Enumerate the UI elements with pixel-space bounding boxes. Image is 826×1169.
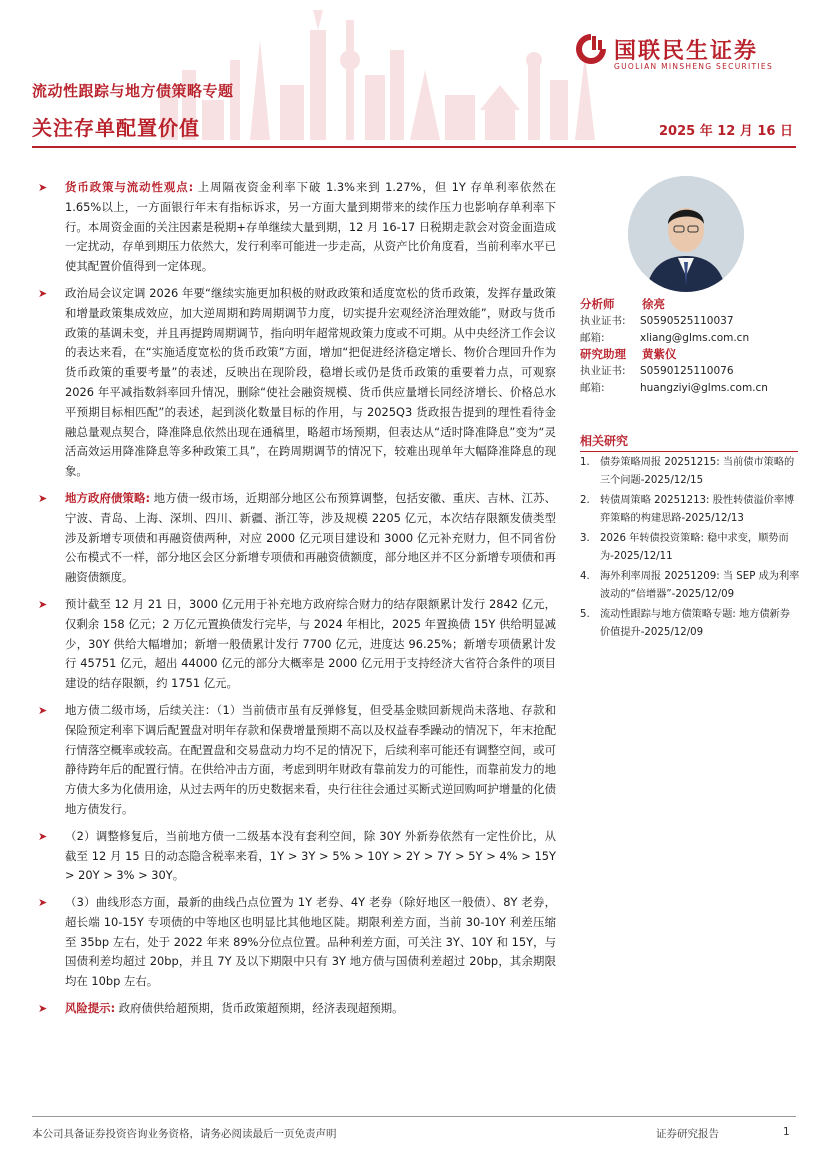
paragraph-text: （2）调整修复后，当前地方债一二级基本没有套利空间，除 30Y 外新券依然有一定性价比，从截至 12 月 15 日的动态隐含税率来看，1Y > 3Y > 5% > 10Y > 2Y > 7Y > 5Y > 4% > 15Y > 20Y > 3% > 30Y。: [65, 828, 556, 883]
paragraph-text: 地方债一级市场，近期部分地区公布预算调整，包括安徽、重庆、吉林、江苏、宁波、青岛、上海、深圳、四川、新疆、浙江等，涉及规模 2205 亿元，本次结存限额发债类型涉及新增专项债和再融资债两种，对应 2000 亿元项目建设和 3000 亿元补充财力，但不同省份公布模式不一样，部分地区会区分新增专项债和再融资债额度，部分地区并不区分新增专项债和再融资债额度。: [65, 490, 556, 585]
paragraph: [38, 284, 556, 482]
related-item[interactable]: 5. 流动性跟踪与地方债策略专题: 地方债新券价值提升-2025/12/09: [580, 609, 791, 638]
paragraph-lead: 地方政府债策略:: [65, 490, 151, 505]
report-series: 流动性跟踪与地方债策略专题: [32, 82, 234, 100]
paragraph: [38, 178, 556, 277]
related-item[interactable]: 4. 海外利率周报 20251209: 当 SEP 成为利率波动的“倍增器”-2025/12/09: [580, 571, 800, 600]
related-research-title: 相关研究: [580, 434, 629, 448]
report-body: [38, 178, 556, 1026]
brand-logo-english: GUOLIAN MINSHENG SECURITIES: [614, 62, 773, 71]
analyst-photo: [628, 176, 744, 292]
brand-logo-text: 国联民生证券: [614, 39, 759, 64]
arrow-bullet-icon: ➤: [38, 703, 48, 717]
assistant-name: 黄紫仪: [642, 347, 677, 361]
paragraph-text: 预计截至 12 月 21 日，3000 亿元用于补充地方政府综合财力的结存限额累计发行 2842 亿元，仅剩余 158 亿元；2 万亿元置换债发行完毕，与 2024 年相比，2025 年置换债 15Y 供给明显减少，30Y 供给大幅增加；新增一般债累计发行 7700 亿元，进度达 96.25%；新增专项债累计发行 45751 亿元，超出 44000 亿元的部分大概率是 2000 亿元用于支持经济大省符合条件的项目建设的结存限额，约 1751 亿元。: [65, 596, 556, 691]
arrow-bullet-icon: ➤: [38, 896, 48, 910]
report-title: 关注存单配置价值: [32, 116, 200, 140]
paragraph-text: 政府债供给超预期，货币政策超预期，经济表现超预期。: [115, 1001, 404, 1016]
footer-doc-type: 证券研究报告: [656, 1128, 719, 1140]
arrow-bullet-icon: ➤: [38, 597, 48, 611]
cert-label: 执业证书:: [580, 365, 626, 377]
footer-disclaimer: 本公司具备证券投资咨询业务资格，请务必阅读最后一页免责声明: [32, 1128, 337, 1140]
cert-label: 执业证书:: [580, 315, 626, 327]
related-item[interactable]: 1. 债券策略周报 20251215: 当前债市策略的三个问题-2025/12/15: [580, 457, 795, 486]
report-date: 2025 年 12 月 16 日: [659, 124, 793, 139]
assistant-email[interactable]: huangziyi@glms.com.cn: [640, 382, 768, 394]
analyst-email[interactable]: xliang@glms.com.cn: [640, 332, 750, 344]
paragraph: [38, 701, 556, 820]
analyst-cert: S0590525110037: [640, 315, 734, 327]
paragraph-lead: 风险提示:: [65, 1001, 116, 1016]
arrow-bullet-icon: ➤: [38, 491, 48, 505]
paragraph-text: 上周隔夜资金利率下破 1.3%来到 1.27%，但 1Y 存单利率依然在 1.65%以上，一方面银行年末有指标诉求，另一方面大量到期带来的续作压力也影响存单利率下行。本周资金面的关注因素是税期+存单继续大量到期，12 月 16-17 日税期走款会对资金面造成一定扰动，存单到期压力依然大，发行利率可能进一步走高，从资产比价角度看，当前利率水平已使其配置价值得到一定体现。: [65, 180, 556, 274]
assistant-cert: S0590125110076: [640, 365, 734, 377]
paragraph: [38, 893, 556, 992]
paragraph: [38, 827, 556, 886]
related-item[interactable]: 2. 转债周策略 20251213: 股性转债溢价率博弈策略的构建思路-2025/12/13: [580, 495, 795, 524]
assistant-info: [580, 346, 800, 397]
analyst-portrait-icon: [628, 176, 744, 292]
footer-divider: [32, 1116, 796, 1117]
related-item[interactable]: 3. 2026 年转债投资策略: 稳中求变，顺势而为-2025/12/11: [580, 533, 789, 562]
analyst-info: [580, 296, 800, 347]
paragraph: [38, 999, 556, 1019]
analyst-name: 徐亮: [642, 297, 665, 311]
related-divider: [580, 451, 798, 452]
paragraph: [38, 595, 556, 694]
paragraph-text: （3）曲线形态方面，最新的曲线凸点位置为 1Y 老券、4Y 老券（除好地区一般债）、8Y 老券，超长端 10-15Y 专项债的中等地区也明显比其他地区陡。期限利差方面，当前 30-10Y 利差压缩至 35bp 左右，处于 2022 年来 89%分位点位置。品种利差方面，可关注 3Y、10Y 和 15Y，与国债利差均超过 20bp，并且 7Y 及以下期限中只有 3Y 地方债与国债利差超过 20bp，其余期限均在 10bp 左右。: [65, 895, 556, 989]
arrow-bullet-icon: ➤: [38, 181, 48, 194]
paragraph: [38, 489, 556, 588]
arrow-bullet-icon: ➤: [38, 1002, 48, 1016]
related-research-list: [580, 454, 800, 644]
analyst-role: 分析师: [580, 297, 615, 311]
city-skyline-graphic: [150, 0, 610, 140]
assistant-role: 研究助理: [580, 347, 626, 361]
email-label: 邮箱:: [580, 382, 605, 394]
page-number: 1: [783, 1126, 790, 1138]
header-divider: [32, 146, 796, 148]
paragraph-text: 地方债二级市场，后续关注：（1）当前债市虽有反弹修复，但受基金赎回新规尚未落地、存款和保险预定利率下调后配置盘对明年存款和保费增量预期不高以及权益春季躁动的情况下，年末抢配行情落空概率或较高。在配置盘和交易盘动力均不足的情况下，后续利率可能还有调整空间，或可静待跨年后的配置行情。在供给冲击方面，考虑到明年财政有靠前发力的可能性，而靠前发力的地方债大多为化债用途，从过去两年的历史数据来看，央行往往会通过买断式逆回购呵护增量的化债地方债发行。: [65, 702, 556, 816]
paragraph-text: 政治局会议定调 2026 年要“继续实施更加积极的财政政策和适度宽松的货币政策，发挥存量政策和增量政策集成效应，加大逆周期和跨周期调节力度，切实提升宏观经济治理效能”，财政与货币政策的基调未变，并且再提跨周期调节，指向明年超常规政策力度或不可期。从中央经济工作会议的表达来看，在“实施适度宽松的货币政策”方面，增加“把促进经济稳定增长、物价合理回升作为货币政策的重要考量”的表述，反映出在现阶段，稳增长或仍是货币政策的重要着力点，可观察 2026 年平减指数斜率回升情况，删除“使社会融资规模、货币供应量增长同经济增长、价格总水平预期目标相匹配”的表述，起到淡化数量目标的作用，与 2025Q3 货政报告提到的理性看待金融总量观点契合，降准降息依然出现在通稿里，略超市场预期，但表达从“适时降准降息”变为“灵活高效运用降准降息等多种政策工具”，在跨周期调节的情况下，较难出现单年大幅降准降息的现象。: [65, 285, 556, 479]
brand-logo-icon: [574, 32, 608, 66]
arrow-bullet-icon: ➤: [38, 286, 48, 300]
arrow-bullet-icon: ➤: [38, 829, 48, 843]
email-label: 邮箱:: [580, 332, 605, 344]
paragraph-lead: 货币政策与流动性观点:: [65, 180, 194, 194]
